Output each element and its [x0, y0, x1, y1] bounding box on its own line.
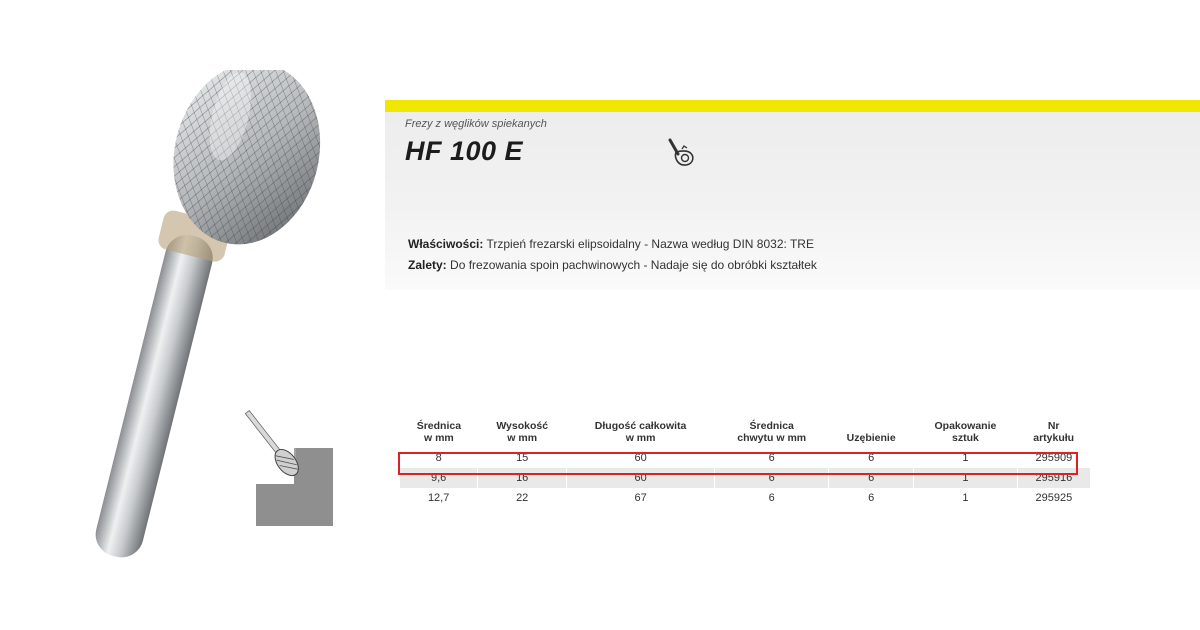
header-height: Wysokość w mm [496, 420, 549, 444]
accent-bar [385, 100, 1200, 112]
cell-height: 22 [478, 488, 567, 508]
properties-label: Właściwości: [408, 237, 484, 251]
properties-text: Trzpień frezarski elipsoidalny - Nazwa według DIN 8032: TRE [483, 237, 814, 251]
header-diameter: Średnica w mm [416, 420, 462, 444]
table-row[interactable] [400, 488, 1090, 508]
header-shank-diameter: Średnica chwytu w mm [737, 420, 807, 444]
advantages-label: Zalety: [408, 258, 447, 272]
header-total-length: Długość całkowita w mm [594, 420, 687, 444]
cell-article-number: 295925 [1017, 488, 1090, 508]
table-header-row [400, 418, 1090, 448]
cell-shank-diameter: 6 [715, 448, 829, 468]
cell-diameter: 9,6 [400, 468, 478, 488]
cell-package: 1 [914, 488, 1018, 508]
cell-total-length: 60 [567, 468, 715, 488]
properties-line [408, 237, 814, 251]
product-category: Frezy z węglików spiekanych [405, 118, 547, 130]
hand-grinder-icon [664, 136, 698, 170]
fillet-weld-diagram-icon [238, 408, 333, 526]
advantages-text: Do frezowania spoin pachwinowych - Nadaje się do obróbki kształtek [446, 258, 817, 272]
header-package: Opakowanie sztuk [934, 420, 997, 444]
cell-height: 16 [478, 468, 567, 488]
cell-article-number: 295916 [1017, 468, 1090, 488]
cell-article-number: 295909 [1017, 448, 1090, 468]
cell-teeth: 6 [829, 488, 914, 508]
table-row[interactable] [400, 448, 1090, 468]
cell-diameter: 12,7 [400, 488, 478, 508]
cell-shank-diameter: 6 [715, 468, 829, 488]
product-title: HF 100 E [405, 136, 524, 166]
header-article-number: Nr artykułu [1033, 420, 1075, 444]
cell-package: 1 [914, 448, 1018, 468]
cell-teeth: 6 [829, 468, 914, 488]
cell-package: 1 [914, 468, 1018, 488]
table-row[interactable] [400, 468, 1090, 488]
cell-teeth: 6 [829, 448, 914, 468]
cell-total-length: 67 [567, 488, 715, 508]
spec-table [400, 418, 1090, 508]
cell-diameter: 8 [400, 448, 478, 468]
cell-height: 15 [478, 448, 567, 468]
cell-shank-diameter: 6 [715, 488, 829, 508]
header-teeth: Uzębienie [846, 432, 896, 444]
advantages-line [408, 258, 817, 272]
cell-total-length: 60 [567, 448, 715, 468]
